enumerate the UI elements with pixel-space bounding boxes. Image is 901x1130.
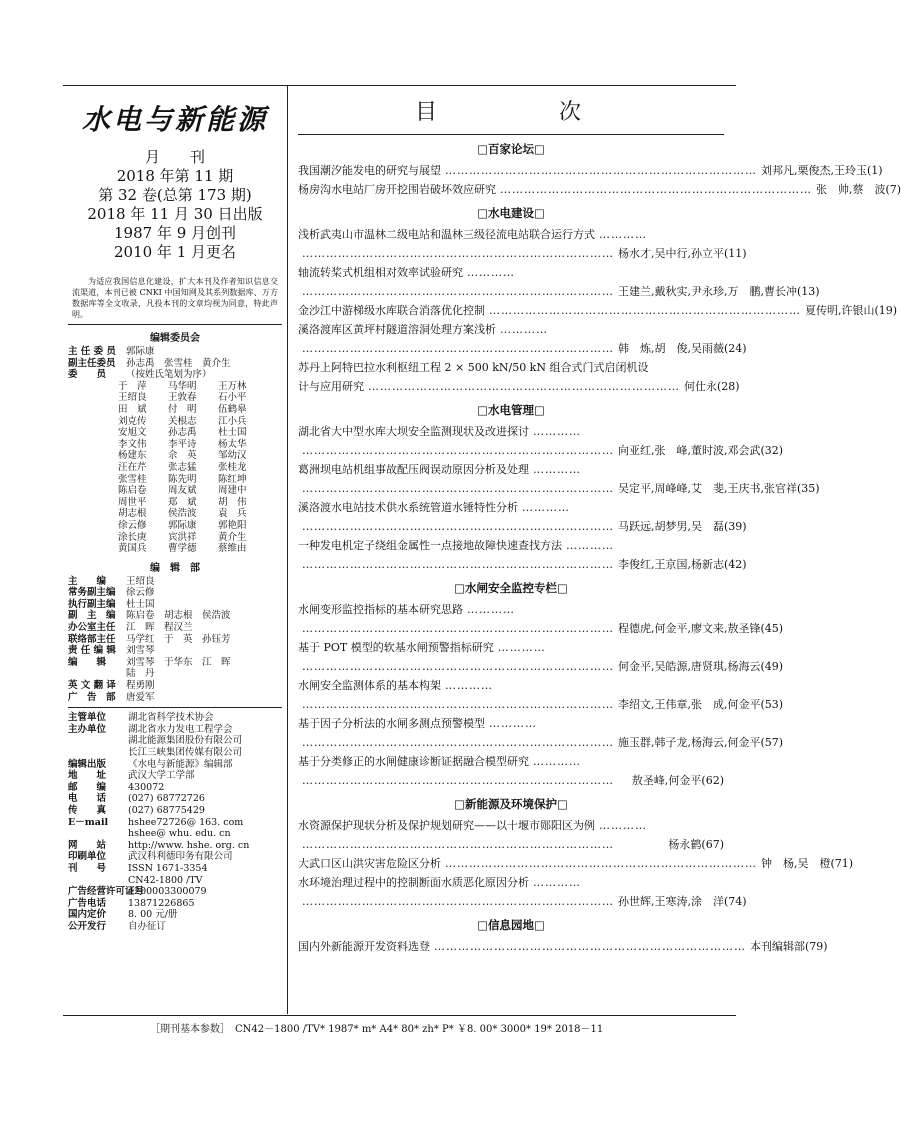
toc-entry-authors: 何仕永(28) — [684, 380, 740, 393]
editorial-office-title: 编 辑 部 — [150, 562, 200, 574]
toc-entry — [298, 161, 883, 180]
toc-entry-line — [298, 619, 784, 638]
publish-date: 2018 年 11 月 30 日出版 — [87, 205, 263, 223]
office-role: 常务副主编 — [68, 587, 116, 599]
publication-row — [68, 782, 282, 794]
publication-row — [68, 747, 282, 759]
leader-dots: …………………………………………………………………… — [302, 622, 614, 635]
publication-label: 网 站 — [68, 839, 107, 851]
office-names: 马学红 于 英 孙钰芳 — [126, 633, 231, 645]
toc-entry-authors: 刘邦凡,栗俊杰,王玲玉(1) — [761, 164, 883, 177]
board-member: 袁 兵 — [218, 508, 247, 520]
toc-entry-title: 苏丹上阿特巴拉水利枢纽工程 2 × 500 kN/50 kN 组合式门式启闭机设 — [298, 361, 649, 374]
office-names: 徐云修 — [126, 587, 155, 599]
toc-entry-authors: 本刊编辑部(79) — [750, 940, 828, 953]
toc-entry-line — [298, 835, 724, 854]
toc-entry-title: 水资源保护现状分析及保护规划研究——以十堰市郧阳区为例 — [298, 819, 595, 832]
board-member: 汪在芹 — [118, 461, 147, 473]
toc-entry-title: 浅析武夷山市温林二级电站和温林三级径流电站联合运行方式 — [298, 228, 595, 241]
toc-entry-title: 大武口区山洪灾害危险区分析 — [298, 857, 441, 870]
toc-entry-authors: 夏传明,许银山(19) — [805, 304, 898, 317]
toc-entry-authors: 程德虎,何金平,廖文来,敖圣锋(45) — [618, 622, 784, 635]
office-names: 王绍良 — [126, 575, 155, 587]
copyright-notice: 为适应我国信息化建设，扩大本刊及作者知识信息交流渠道，本刊已被 CNKI 中国知网及其系列数据库、万方数据库等全文收录，凡投本刊的文章均视为同意，特此声明。 — [72, 277, 278, 319]
toc-entry-line — [298, 339, 747, 358]
board-member: 陈红坤 — [218, 473, 247, 485]
publication-row — [68, 886, 282, 898]
toc-entry-authors: 张 帅,蔡 波(7) — [816, 183, 901, 196]
board-member: 周建中 — [218, 485, 247, 497]
leader-dots: …………………………………………………………………… — [302, 838, 614, 851]
board-member: 付 明 — [168, 403, 197, 415]
publication-value: hshee72726@ 163. com — [128, 816, 244, 828]
toc-entry-line — [298, 695, 784, 714]
renamed-date: 2010 年 1 月更名 — [113, 243, 237, 261]
leader-dots: ………… — [533, 755, 581, 768]
office-role: 副 主 编 — [68, 610, 116, 622]
board-member: 刘克传 — [118, 415, 147, 427]
board-member: 安旭文 — [118, 427, 147, 439]
publication-value: (027) 68772726 — [128, 793, 205, 805]
masthead-column — [68, 92, 282, 933]
leader-dots: …………………………………………………………………… — [302, 285, 614, 298]
toc-entry — [298, 638, 784, 676]
office-names: 陆 丹 — [126, 668, 155, 680]
office-names: 程勇刚 — [126, 680, 155, 692]
toc-entry — [298, 536, 747, 574]
leader-dots: …………………………………………………………………… — [302, 774, 614, 787]
board-member: 周世平 — [118, 496, 147, 508]
toc-entry-line — [298, 600, 724, 619]
board-member: 涂长庚 — [118, 531, 147, 543]
publication-value: 《水电与新能源》编辑部 — [128, 758, 233, 770]
publication-row — [68, 909, 282, 921]
toc-entry-title-cont: 计与应用研究 — [298, 380, 364, 393]
publication-label: 刊 号 — [68, 862, 107, 874]
office-names: 杜士国 — [126, 598, 155, 610]
toc-entry-title: 溪洛渡水电站技术供水系统管道水锤特性分析 — [298, 501, 518, 514]
leader-dots: …………………………………………………………………… — [368, 380, 680, 393]
board-member: 黄国兵 — [118, 543, 147, 555]
board-member: 侯浩波 — [168, 508, 197, 520]
leader-dots: …………………………………………………………………… — [302, 660, 614, 673]
toc-section-heading: □信息园地□ — [477, 918, 545, 932]
publication-row — [68, 759, 282, 771]
board-member: 佘 英 — [168, 450, 197, 462]
board-member: 蔡维由 — [218, 543, 247, 555]
toc-entry — [298, 873, 747, 911]
office-names: 唐爱军 — [126, 691, 155, 703]
publication-row — [68, 921, 282, 933]
toc-entry — [298, 263, 820, 301]
board-member: 胡 伟 — [218, 496, 247, 508]
leader-dots: ………… — [489, 717, 537, 730]
toc-entry — [298, 301, 898, 320]
toc-list — [298, 141, 901, 956]
publication-value: 13871226865 — [128, 897, 195, 909]
leader-dots: ………… — [467, 603, 515, 616]
office-names: 刘雪琴 — [126, 645, 155, 657]
publication-row — [68, 735, 282, 747]
toc-entry-line — [298, 638, 724, 657]
leader-dots: …………………………………………………………………… — [302, 895, 614, 908]
leader-dots: ………… — [522, 501, 570, 514]
board-member: 于 萍 — [118, 380, 147, 392]
publication-row — [68, 817, 282, 829]
publication-label: E－mail — [68, 816, 109, 828]
toc-entry-authors: 施玉群,韩子龙,杨海云,何金平(57) — [618, 736, 784, 749]
toc-entry-title: 基于因子分析法的水闸多测点预警模型 — [298, 717, 485, 730]
editorial-board-title: 编辑委员会 — [150, 333, 200, 344]
toc-entry-title: 葛洲坝电站机组事故配压阀误动原因分析及处理 — [298, 463, 529, 476]
board-row: 副主任委员 孙志禹 张雪桂 黄介生 — [68, 357, 231, 369]
leader-dots: ………… — [533, 425, 581, 438]
journal-parameters: ［期刊基本参数］ CN42－1800 /TV* 1987* m* A4* 80* zh* P* ￥8. 00* 3000* 19* 2018－11 — [150, 1024, 604, 1035]
toc-entry-line — [298, 937, 828, 956]
board-member: 杨太华 — [218, 438, 247, 450]
leader-dots: …………………………………………………………………… — [302, 444, 614, 457]
board-member: 邹幼汉 — [218, 450, 247, 462]
toc-entry-authors: 李俊红,王京国,杨新志(42) — [618, 558, 747, 571]
toc-entry-authors: 敖圣峰,何金平(62) — [631, 774, 724, 787]
office-role — [68, 668, 126, 680]
toc-entry-line — [298, 301, 898, 320]
toc-entry-authors: 孙世辉,王寒涛,涂 洋(74) — [618, 895, 747, 908]
toc-entry-line — [298, 498, 724, 517]
office-names: 刘雪琴 于华东 江 晖 — [126, 656, 231, 668]
board-member: 曹学德 — [168, 543, 197, 555]
publication-value: hshee@ whu. edu. cn — [128, 828, 231, 840]
publication-label — [68, 875, 128, 887]
toc-entry-line — [298, 536, 724, 555]
publication-row — [68, 828, 282, 840]
office-row — [68, 645, 282, 657]
toc-entry-authors: 钟 杨,吴 橙(71) — [761, 857, 854, 870]
office-role: 办公室主任 — [68, 622, 116, 634]
publication-row — [68, 712, 282, 724]
publication-label: 电 话 — [68, 793, 107, 805]
publication-row — [68, 770, 282, 782]
toc-entry — [298, 752, 724, 790]
publication-value: 武汉科利德印务有限公司 — [128, 851, 233, 863]
board-member: 关根志 — [168, 415, 197, 427]
leader-dots: ………… — [497, 641, 546, 654]
toc-entry-line — [298, 714, 724, 733]
toc-entry-line — [298, 854, 854, 873]
toc-entry-authors: 何金平,吴皓源,唐贤琪,杨海云(49) — [618, 660, 784, 673]
toc-entry-line — [298, 873, 724, 892]
office-role: 编 辑 — [68, 656, 107, 668]
toc-entry — [298, 854, 854, 873]
publication-label: 地 址 — [68, 770, 107, 782]
board-member: 王绍良 — [118, 392, 147, 404]
board-member: 宾洪祥 — [168, 531, 197, 543]
publication-label — [68, 747, 128, 759]
toc-entry-line — [298, 657, 784, 676]
publication-value: 长江三峡集团传媒有限公司 — [128, 747, 243, 758]
board-member: 江小兵 — [218, 415, 247, 427]
office-role: 联络部主任 — [68, 633, 116, 645]
office-row — [68, 680, 282, 692]
publication-value: 湖北省科学技术协会 — [128, 712, 214, 724]
board-member: 田 斌 — [118, 403, 147, 415]
toc-entry-line — [298, 422, 724, 441]
editorial-office-list — [68, 576, 282, 704]
office-names: 陈启卷 胡志根 侯浩波 — [126, 610, 231, 622]
toc-entry-title: 轴流转桨式机组相对效率试验研究 — [298, 266, 463, 279]
board-member: 陈启卷 — [118, 485, 147, 497]
office-row — [68, 622, 282, 634]
board-member: 王敦春 — [168, 392, 197, 404]
board-member: 郭艳阳 — [218, 519, 247, 531]
publication-row — [68, 875, 282, 887]
board-member: 王万林 — [218, 380, 247, 392]
office-row — [68, 692, 282, 704]
office-role: 责 任 编 辑 — [68, 645, 116, 657]
publication-value: http://www. hshe. org. cn — [128, 839, 250, 851]
toc-section-heading: □水电管理□ — [477, 403, 545, 417]
publication-label: 公开发行 — [68, 920, 107, 932]
publication-value: 430072 — [128, 781, 165, 793]
toc-entry — [298, 498, 747, 536]
divider — [68, 324, 282, 325]
board-member: 石小平 — [218, 392, 247, 404]
leader-dots: …………………………………………………………………… — [445, 164, 757, 177]
toc-entry-authors: 向亚红,张 峰,董时波,邓会武(32) — [618, 444, 784, 457]
toc-entry — [298, 320, 747, 358]
toc-entry-authors: 韩 炼,胡 俊,吴雨薇(24) — [618, 342, 747, 355]
toc-entry-authors: 王建兰,戴秋实,尹永珍,万 鹏,曹长冲(13) — [618, 285, 820, 298]
toc-entry — [298, 180, 901, 199]
divider — [298, 134, 724, 135]
board-member: 郑 斌 — [168, 496, 197, 508]
issue-info — [68, 148, 282, 262]
toc-entry-line — [298, 282, 820, 301]
board-row: 委 员 （按姓氏笔划为序） — [68, 369, 212, 381]
leader-dots: …………………………………………………………………… — [302, 247, 614, 260]
leader-dots: ………… — [467, 266, 515, 279]
office-row — [68, 634, 282, 646]
toc-entry-line — [298, 263, 724, 282]
publication-value: (027) 68775429 — [128, 804, 205, 816]
publication-row — [68, 863, 282, 875]
publication-label: 国内定价 — [68, 909, 107, 921]
toc-entry-line — [298, 161, 883, 180]
volume: 第 32 卷(总第 173 期) — [98, 186, 252, 204]
publication-value: ISSN 1671-3354 — [128, 862, 208, 874]
office-names: 江 晖 程汉兰 — [126, 622, 193, 634]
leader-dots: ………… — [533, 876, 581, 889]
office-row — [68, 599, 282, 611]
board-members — [118, 381, 282, 555]
toc-entry-title: 一种发电机定子绕组金属性一点接地故障快速查找方法 — [298, 539, 562, 552]
toc-entry-line — [298, 320, 724, 339]
publication-label: 印刷单位 — [68, 851, 107, 863]
leader-dots: …………………………………………………………………… — [434, 940, 746, 953]
toc-entry-title: 基于分类修正的水闸健康诊断证据融合模型研究 — [298, 755, 529, 768]
board-member: 张志猛 — [168, 461, 197, 473]
toc-section-heading: □新能源及环境保护□ — [454, 797, 568, 811]
publication-row — [68, 840, 282, 852]
toc-entry-authors: 杨水才,吴中行,孙立平(11) — [618, 247, 747, 260]
leader-dots: ………… — [599, 228, 647, 241]
board-member: 伍鹤皋 — [218, 403, 247, 415]
office-role: 主 编 — [68, 575, 107, 587]
toc-entry-title: 水环境治理过程中的控制断面水质恶化原因分析 — [298, 876, 529, 889]
toc-entry-line — [298, 892, 747, 911]
leader-dots: …………………………………………………………………… — [302, 520, 614, 533]
toc-entry-title: 杨房沟水电站厂房开挖围岩破坏效应研究 — [298, 183, 496, 196]
toc-section-heading: □水闸安全监控专栏□ — [454, 581, 568, 595]
publication-label: 传 真 — [68, 804, 107, 816]
toc-entry — [298, 225, 747, 263]
board-row: 主 任 委 员 郭际康 — [68, 346, 155, 357]
toc-entry-title: 溪洛渡库区黄坪村隧道溶洞处理方案浅析 — [298, 323, 496, 336]
board-member: 徐云修 — [118, 519, 147, 531]
office-row — [68, 576, 282, 588]
toc-entry-title: 国内外新能源开发资料选登 — [298, 940, 430, 953]
publication-info — [68, 712, 282, 932]
toc-entry — [298, 816, 724, 854]
board-member: 胡志根 — [118, 508, 147, 520]
office-row — [68, 657, 282, 669]
board-member: 杜士国 — [218, 427, 247, 439]
publication-row — [68, 805, 282, 817]
board-member: 李文伟 — [118, 438, 147, 450]
toc-entry-authors: 杨永鹤(67) — [668, 838, 724, 851]
toc-entry-authors: 李绍文,王伟章,张 成,何金平(53) — [618, 698, 784, 711]
publication-label: 广告电话 — [68, 897, 107, 909]
toc-entry-line — [298, 180, 901, 199]
board-member: 黄介生 — [218, 531, 247, 543]
board-member: 周友斌 — [168, 485, 197, 497]
board-member: 杨建东 — [118, 450, 147, 462]
journal-logo: 水电与新能源 — [81, 103, 268, 136]
toc-entry-title: 湖北省大中型水库大坝安全监测现状及改进探讨 — [298, 425, 529, 438]
publication-label: 编辑出版 — [68, 758, 107, 770]
publication-value: 自办征订 — [128, 920, 167, 932]
toc-title: 目 次 — [414, 100, 631, 125]
leader-dots: …………………………………………………………………… — [445, 857, 757, 870]
frequency: 月 刊 — [144, 148, 205, 166]
publication-value: 4200003300079 — [128, 886, 207, 898]
toc-entry-line — [298, 244, 747, 263]
board-member: 孙志禹 — [168, 427, 197, 439]
toc-entry-line — [298, 377, 740, 396]
toc-entry — [298, 422, 784, 460]
office-row — [68, 610, 282, 622]
publication-row — [68, 851, 282, 863]
board-member: 张雪桂 — [118, 473, 147, 485]
issue-number: 2018 年第 11 期 — [116, 167, 234, 185]
toc-entry-line — [298, 441, 784, 460]
toc-entry-line — [298, 771, 724, 790]
board-member: 郭际康 — [168, 519, 197, 531]
board-member: 陈先明 — [168, 473, 197, 485]
board-member: 张桂龙 — [218, 461, 247, 473]
toc-entry — [298, 460, 820, 498]
office-role: 广 告 部 — [68, 691, 116, 703]
office-role: 英 文 翻 译 — [68, 680, 116, 692]
publication-label: 主管单位 — [68, 712, 107, 724]
publication-row — [68, 898, 282, 910]
publication-row — [68, 793, 282, 805]
toc-entry-line — [298, 752, 724, 771]
office-role: 执行副主编 — [68, 598, 116, 610]
leader-dots: ………… — [566, 539, 614, 552]
leader-dots: …………………………………………………………………… — [489, 304, 801, 317]
divider — [68, 707, 282, 708]
toc-entry-line — [298, 676, 724, 695]
toc-section-heading: □百家论坛□ — [477, 142, 545, 156]
office-row — [68, 668, 282, 680]
leader-dots: …………………………………………………………………… — [500, 183, 812, 196]
toc-entry-line — [298, 733, 784, 752]
column-divider — [287, 85, 288, 1014]
board-member: 马华明 — [168, 380, 197, 392]
toc-entry-line — [298, 816, 724, 835]
leader-dots: ………… — [500, 323, 548, 336]
toc-entry-line — [298, 225, 724, 244]
toc-entry — [298, 358, 740, 396]
publication-value: 湖北省水力发电工程学会 — [128, 723, 233, 735]
publication-label — [68, 735, 128, 747]
publication-label: 邮 编 — [68, 781, 107, 793]
toc-entry-line — [298, 555, 747, 574]
leader-dots: …………………………………………………………………… — [302, 482, 614, 495]
toc-entry-line — [298, 517, 747, 536]
toc-entry — [298, 676, 784, 714]
publication-label: 主办单位 — [68, 723, 107, 735]
leader-dots: …………………………………………………………………… — [302, 558, 614, 571]
toc-column — [298, 92, 901, 956]
publication-value: 8. 00 元/册 — [128, 909, 178, 921]
toc-entry — [298, 600, 784, 638]
leader-dots: ………… — [445, 679, 493, 692]
toc-entry-title: 金沙江中游梯级水库联合消落优化控制 — [298, 304, 485, 317]
publication-label — [68, 828, 128, 840]
publication-row — [68, 724, 282, 736]
toc-entry-title: 基于 POT 模型的软基水闸预警指标研究 — [298, 641, 494, 654]
toc-entry-title: 我国潮汐能发电的研究与展望 — [298, 164, 441, 177]
toc-entry-line — [298, 479, 820, 498]
leader-dots: …………………………………………………………………… — [302, 698, 614, 711]
leader-dots: ………… — [599, 819, 647, 832]
publication-value: 武汉大学工学部 — [128, 770, 195, 782]
leader-dots: …………………………………………………………………… — [302, 342, 614, 355]
publication-value: CN42-1800 /TV — [128, 874, 203, 886]
founded-date: 1987 年 9 月创刊 — [113, 224, 237, 242]
toc-entry-authors: 吴定平,周峰峰,艾 斐,王庆书,张官祥(35) — [618, 482, 820, 495]
toc-entry-title: 水闸安全监测体系的基本构架 — [298, 679, 441, 692]
office-row — [68, 587, 282, 599]
publication-value: 湖北能源集团股份有限公司 — [128, 735, 243, 747]
toc-entry-title: 水闸变形监控指标的基本研究思路 — [298, 603, 463, 616]
toc-entry-line — [298, 460, 724, 479]
leader-dots: …………………………………………………………………… — [302, 736, 614, 749]
toc-entry — [298, 714, 784, 752]
board-member: 李平诗 — [168, 438, 197, 450]
toc-entry — [298, 937, 828, 956]
toc-section-heading: □水电建设□ — [477, 206, 545, 220]
toc-entry-authors: 马跃远,胡梦男,吴 磊(39) — [618, 520, 747, 533]
publication-label: 广告经营许可证号 — [68, 886, 145, 898]
leader-dots: ………… — [533, 463, 581, 476]
